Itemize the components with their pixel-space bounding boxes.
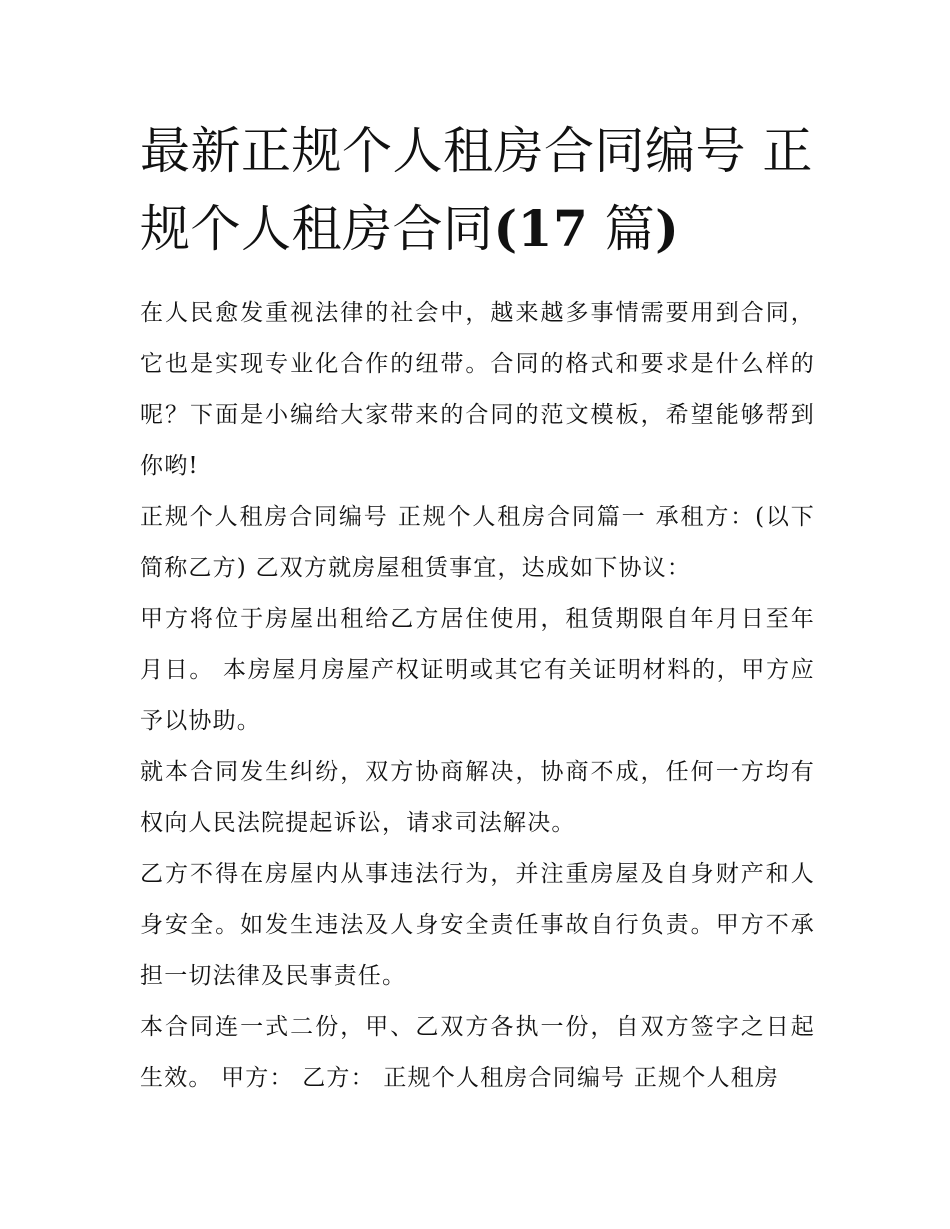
signature-paragraph: 本合同连一式二份，甲、乙双方各执一份，自双方签字之日起生效。 甲方： 乙方： 正规个人租房合同编号 正规个人租房: [140, 1014, 815, 1091]
dispute-paragraph: 就本合同发生纠纷，双方协商解决，协商不成，任何一方均有权向人民法院提起诉讼，请求司法解决。: [140, 759, 815, 836]
document-title: 最新正规个人租房合同编号 正规个人租房合同(17 篇): [140, 122, 813, 258]
safety-paragraph: 乙方不得在房屋内从事违法行为，并注重房屋及自身财产和人身安全。如发生违法及人身安全责任事故自行负责。甲方不承担一切法律及民事责任。: [140, 861, 815, 989]
contract-heading-paragraph: 正规个人租房合同编号 正规个人租房合同篇一 承租方：(以下简称乙方) 乙双方就房屋租赁事宜，达成如下协议：: [140, 504, 815, 581]
document-page: [140, 112, 815, 1104]
intro-paragraph: 在人民愈发重视法律的社会中，越来越多事情需要用到合同，它也是实现专业化合作的纽带。合同的格式和要求是什么样的呢？下面是小编给大家带来的合同的范文模板，希望能够帮到你哟!: [140, 300, 815, 479]
title-count: (17: [493, 199, 589, 258]
title-paren: ): [655, 199, 680, 258]
lease-term-paragraph: 甲方将位于房屋出租给乙方居住使用，租赁期限自年月日至年月日。 本房屋月房屋产权证明或其它有关证明材料的，甲方应予以协助。: [140, 606, 815, 734]
